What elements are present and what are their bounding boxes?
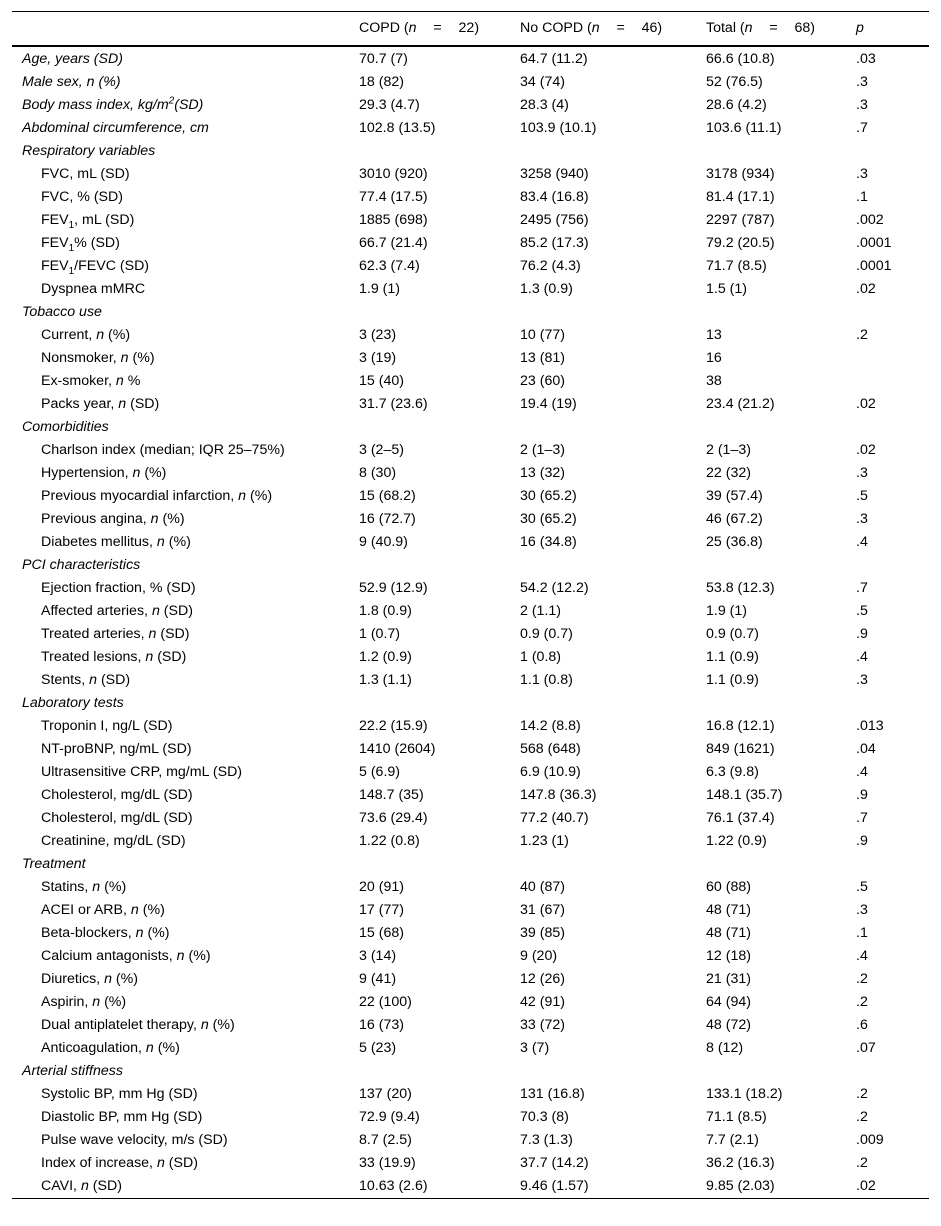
copd-value: 52.9 (12.9) bbox=[359, 580, 428, 596]
table-row bbox=[12, 1175, 929, 1199]
p-value: .009 bbox=[856, 1132, 884, 1148]
table-row bbox=[12, 508, 929, 531]
copd-value: 77.4 (17.5) bbox=[359, 189, 428, 205]
row-label: Body mass index, $kg/m^2(SD)$ bbox=[22, 95, 204, 113]
total-value: 3178 (934) bbox=[706, 166, 775, 182]
p-value: .0001 bbox=[856, 235, 892, 251]
p-value: .3 bbox=[856, 74, 868, 90]
table-row bbox=[12, 439, 929, 462]
row-label: Troponin I, ng/L (SD) bbox=[41, 718, 173, 734]
no-copd-value: 30 (65.2) bbox=[520, 511, 577, 527]
table-row bbox=[12, 324, 929, 347]
no-copd-value: 12 (26) bbox=[520, 971, 565, 987]
row-label: Anticoagulation, n (%) bbox=[41, 1040, 180, 1056]
total-value: 1.1 (0.9) bbox=[706, 672, 759, 688]
copd-value: 17 (77) bbox=[359, 902, 404, 918]
table-row bbox=[12, 623, 929, 646]
total-value: 9.85 (2.03) bbox=[706, 1178, 775, 1194]
no-copd-value: 13 (32) bbox=[520, 465, 565, 481]
total-value: 25 (36.8) bbox=[706, 534, 763, 550]
section-title: Arterial stiffness bbox=[22, 1063, 123, 1079]
table-row bbox=[12, 669, 929, 692]
copd-value: 9 (40.9) bbox=[359, 534, 408, 550]
p-value: .4 bbox=[856, 764, 868, 780]
total-value: 81.4 (17.1) bbox=[706, 189, 775, 205]
p-value: .3 bbox=[856, 511, 868, 527]
total-value: 7.7 (2.1) bbox=[706, 1132, 759, 1148]
total-value: 16 bbox=[706, 350, 722, 366]
total-value: 28.6 (4.2) bbox=[706, 97, 767, 113]
section-header-row bbox=[12, 416, 929, 439]
section-header-row bbox=[12, 301, 929, 324]
copd-value: 1.9 (1) bbox=[359, 281, 401, 297]
table-row bbox=[12, 209, 929, 232]
row-label: Charlson index (median; IQR 25–75%) bbox=[41, 442, 285, 458]
no-copd-value: 6.9 (10.9) bbox=[520, 764, 581, 780]
p-value: .2 bbox=[856, 327, 868, 343]
section-title: Laboratory tests bbox=[22, 695, 124, 711]
p-value: .5 bbox=[856, 488, 868, 504]
row-label: Ultrasensitive CRP, mg/mL (SD) bbox=[41, 764, 243, 780]
no-copd-value: 2495 (756) bbox=[520, 212, 589, 228]
p-value: .02 bbox=[856, 442, 876, 458]
p-value: .03 bbox=[856, 51, 876, 67]
no-copd-value: 85.2 (17.3) bbox=[520, 235, 589, 251]
no-copd-value: 3258 (940) bbox=[520, 166, 589, 182]
table-row bbox=[12, 485, 929, 508]
copd-value: 3 (19) bbox=[359, 350, 397, 366]
no-copd-value: 83.4 (16.8) bbox=[520, 189, 589, 205]
p-value: .5 bbox=[856, 879, 868, 895]
p-value: .2 bbox=[856, 971, 868, 987]
table-row bbox=[12, 117, 929, 140]
no-copd-value: 9 (20) bbox=[520, 948, 558, 964]
p-value: .013 bbox=[856, 718, 884, 734]
copd-value: 1.22 (0.8) bbox=[359, 833, 420, 849]
row-label: Index of increase, n (SD) bbox=[41, 1155, 198, 1171]
row-label: Previous myocardial infarction, n (%) bbox=[41, 488, 273, 504]
no-copd-value: 28.3 (4) bbox=[520, 97, 569, 113]
row-label: Stents, n (SD) bbox=[41, 672, 131, 688]
section-header-row bbox=[12, 853, 929, 876]
p-value: .2 bbox=[856, 1155, 868, 1171]
total-value: 8 (12) bbox=[706, 1040, 744, 1056]
table-row bbox=[12, 1037, 929, 1060]
total-value: 46 (67.2) bbox=[706, 511, 763, 527]
row-label: Dual antiplatelet therapy, n (%) bbox=[41, 1017, 235, 1033]
table-row bbox=[12, 922, 929, 945]
header-total: Total (n = 68) bbox=[706, 20, 816, 36]
total-value: 21 (31) bbox=[706, 971, 751, 987]
total-value: 12 (18) bbox=[706, 948, 751, 964]
no-copd-value: 147.8 (36.3) bbox=[520, 787, 597, 803]
total-value: 13 bbox=[706, 327, 722, 343]
no-copd-value: 23 (60) bbox=[520, 373, 565, 389]
p-value: .02 bbox=[856, 396, 876, 412]
header-copd: COPD (n = 22) bbox=[359, 20, 480, 36]
total-value: 48 (71) bbox=[706, 925, 751, 941]
row-label: CAVI, n (SD) bbox=[41, 1178, 122, 1194]
copd-value: 15 (68.2) bbox=[359, 488, 416, 504]
section-header-row bbox=[12, 1060, 929, 1083]
p-value: .04 bbox=[856, 741, 876, 757]
table-row bbox=[12, 876, 929, 899]
total-value: 6.3 (9.8) bbox=[706, 764, 759, 780]
table-row bbox=[12, 738, 929, 761]
total-value: 48 (72) bbox=[706, 1017, 751, 1033]
copd-value: 1.3 (1.1) bbox=[359, 672, 412, 688]
total-value: 48 (71) bbox=[706, 902, 751, 918]
total-value: 76.1 (37.4) bbox=[706, 810, 775, 826]
table-row bbox=[12, 715, 929, 738]
table-row bbox=[12, 370, 929, 393]
row-label: $FEV_1\%$ (SD) bbox=[41, 235, 120, 254]
total-value: 38 bbox=[706, 373, 722, 389]
row-label: Aspirin, n (%) bbox=[41, 994, 127, 1010]
total-value: 23.4 (21.2) bbox=[706, 396, 775, 412]
copd-value: 33 (19.9) bbox=[359, 1155, 416, 1171]
total-value: 849 (1621) bbox=[706, 741, 775, 757]
p-value: .6 bbox=[856, 1017, 868, 1033]
copd-value: 70.7 (7) bbox=[359, 51, 408, 67]
total-value: 103.6 (11.1) bbox=[706, 120, 782, 136]
total-value: 0.9 (0.7) bbox=[706, 626, 759, 642]
table-row bbox=[12, 991, 929, 1014]
table-row bbox=[12, 1106, 929, 1129]
no-copd-value: 2 (1.1) bbox=[520, 603, 562, 619]
row-label: Previous angina, n (%) bbox=[41, 511, 185, 527]
section-title: Tobacco use bbox=[22, 304, 102, 320]
p-value: .7 bbox=[856, 580, 868, 596]
copd-value: 8.7 (2.5) bbox=[359, 1132, 412, 1148]
row-label: Diastolic BP, mm Hg (SD) bbox=[41, 1109, 203, 1125]
table-row bbox=[12, 94, 929, 117]
p-value: .3 bbox=[856, 465, 868, 481]
row-label: Calcium antagonists, n (%) bbox=[41, 948, 211, 964]
table-row bbox=[12, 577, 929, 600]
total-value: 22 (32) bbox=[706, 465, 751, 481]
p-value: .9 bbox=[856, 787, 868, 803]
row-label: Beta-blockers, n (%) bbox=[41, 925, 170, 941]
row-label: FVC, mL (SD) bbox=[41, 166, 130, 182]
p-value: .1 bbox=[856, 925, 868, 941]
table-row bbox=[12, 1129, 929, 1152]
copd-value: 73.6 (29.4) bbox=[359, 810, 428, 826]
row-label: Diabetes mellitus, n (%) bbox=[41, 534, 191, 550]
total-value: 66.6 (10.8) bbox=[706, 51, 775, 67]
no-copd-value: 7.3 (1.3) bbox=[520, 1132, 573, 1148]
total-value: 148.1 (35.7) bbox=[706, 787, 783, 803]
no-copd-value: 42 (91) bbox=[520, 994, 565, 1010]
copd-value: 3 (23) bbox=[359, 327, 397, 343]
p-value: .02 bbox=[856, 1178, 876, 1194]
table-row bbox=[12, 1014, 929, 1037]
table-row bbox=[12, 1152, 929, 1175]
no-copd-value: 0.9 (0.7) bbox=[520, 626, 573, 642]
copd-value: 148.7 (35) bbox=[359, 787, 424, 803]
p-value: .5 bbox=[856, 603, 868, 619]
copd-value: 15 (68) bbox=[359, 925, 404, 941]
no-copd-value: 70.3 (8) bbox=[520, 1109, 569, 1125]
row-label: Age, years (SD) bbox=[22, 51, 123, 67]
total-value: 60 (88) bbox=[706, 879, 751, 895]
copd-value: 1410 (2604) bbox=[359, 741, 436, 757]
table-row bbox=[12, 347, 929, 370]
row-label: Treated arteries, n (SD) bbox=[41, 626, 190, 642]
row-label: $FEV_1$, mL (SD) bbox=[41, 212, 135, 231]
row-label: Ex-smoker, n % bbox=[41, 373, 141, 389]
p-value: .07 bbox=[856, 1040, 876, 1056]
table-row bbox=[12, 807, 929, 830]
table-row bbox=[12, 278, 929, 301]
total-value: 71.1 (8.5) bbox=[706, 1109, 767, 1125]
copd-value: 29.3 (4.7) bbox=[359, 97, 420, 113]
total-value: 39 (57.4) bbox=[706, 488, 763, 504]
copd-value: 66.7 (21.4) bbox=[359, 235, 428, 251]
row-label: FVC, % (SD) bbox=[41, 189, 123, 205]
copd-value: 3 (2–5) bbox=[359, 442, 404, 458]
table-row bbox=[12, 393, 929, 416]
no-copd-value: 9.46 (1.57) bbox=[520, 1178, 589, 1194]
copd-value: 62.3 (7.4) bbox=[359, 258, 420, 274]
no-copd-value: 39 (85) bbox=[520, 925, 565, 941]
no-copd-value: 13 (81) bbox=[520, 350, 565, 366]
copd-value: 18 (82) bbox=[359, 74, 404, 90]
no-copd-value: 14.2 (8.8) bbox=[520, 718, 581, 734]
no-copd-value: 30 (65.2) bbox=[520, 488, 577, 504]
copd-value: 9 (41) bbox=[359, 971, 397, 987]
total-value: 1.9 (1) bbox=[706, 603, 748, 619]
no-copd-value: 54.2 (12.2) bbox=[520, 580, 589, 596]
copd-value: 102.8 (13.5) bbox=[359, 120, 436, 136]
table-row bbox=[12, 186, 929, 209]
section-title: Comorbidities bbox=[22, 419, 109, 435]
copd-value: 16 (72.7) bbox=[359, 511, 416, 527]
copd-value: 72.9 (9.4) bbox=[359, 1109, 420, 1125]
p-value: .3 bbox=[856, 97, 868, 113]
copd-value: 31.7 (23.6) bbox=[359, 396, 428, 412]
row-label: $FEV_1$/FEVC (SD) bbox=[41, 258, 150, 277]
section-header-row bbox=[12, 554, 929, 577]
table-row bbox=[12, 945, 929, 968]
copd-value: 15 (40) bbox=[359, 373, 404, 389]
row-label: Pulse wave velocity, m/s (SD) bbox=[41, 1132, 228, 1148]
p-value: .3 bbox=[856, 672, 868, 688]
row-label: NT-proBNP, ng/mL (SD) bbox=[41, 741, 192, 757]
total-value: 36.2 (16.3) bbox=[706, 1155, 775, 1171]
copd-value: 22 (100) bbox=[359, 994, 412, 1010]
row-label: Nonsmoker, n (%) bbox=[41, 350, 155, 366]
total-value: 53.8 (12.3) bbox=[706, 580, 775, 596]
p-value: .002 bbox=[856, 212, 884, 228]
no-copd-value: 10 (77) bbox=[520, 327, 565, 343]
no-copd-value: 1 (0.8) bbox=[520, 649, 562, 665]
no-copd-value: 1.3 (0.9) bbox=[520, 281, 573, 297]
row-label: ACEI or ARB, n (%) bbox=[41, 902, 165, 918]
no-copd-value: 2 (1–3) bbox=[520, 442, 565, 458]
no-copd-value: 34 (74) bbox=[520, 74, 565, 90]
row-label: Current, n (%) bbox=[41, 327, 131, 343]
total-value: 64 (94) bbox=[706, 994, 751, 1010]
copd-value: 22.2 (15.9) bbox=[359, 718, 428, 734]
no-copd-value: 568 (648) bbox=[520, 741, 581, 757]
p-value: .1 bbox=[856, 189, 868, 205]
table-row bbox=[12, 462, 929, 485]
header-no-copd: No COPD (n = 46) bbox=[520, 20, 663, 36]
no-copd-value: 3 (7) bbox=[520, 1040, 550, 1056]
no-copd-value: 103.9 (10.1) bbox=[520, 120, 597, 136]
section-header-row bbox=[12, 140, 929, 163]
table-header-row bbox=[12, 11, 929, 47]
row-label: Ejection fraction, % (SD) bbox=[41, 580, 196, 596]
copd-value: 5 (6.9) bbox=[359, 764, 401, 780]
copd-value: 8 (30) bbox=[359, 465, 397, 481]
table-row bbox=[12, 232, 929, 255]
copd-value: 1.8 (0.9) bbox=[359, 603, 412, 619]
total-value: 2297 (787) bbox=[706, 212, 775, 228]
copd-value: 1.2 (0.9) bbox=[359, 649, 412, 665]
copd-value: 3010 (920) bbox=[359, 166, 428, 182]
no-copd-value: 1.23 (1) bbox=[520, 833, 569, 849]
p-value: .9 bbox=[856, 833, 868, 849]
no-copd-value: 31 (67) bbox=[520, 902, 565, 918]
copd-value: 1885 (698) bbox=[359, 212, 428, 228]
row-label: Diuretics, n (%) bbox=[41, 971, 138, 987]
copd-value: 10.63 (2.6) bbox=[359, 1178, 428, 1194]
table-row bbox=[12, 761, 929, 784]
p-value: .2 bbox=[856, 1109, 868, 1125]
section-title: Treatment bbox=[22, 856, 86, 872]
section-title: PCI characteristics bbox=[22, 557, 141, 573]
total-value: 2 (1–3) bbox=[706, 442, 751, 458]
total-value: 1.1 (0.9) bbox=[706, 649, 759, 665]
p-value: .4 bbox=[856, 948, 868, 964]
section-title: Respiratory variables bbox=[22, 143, 156, 159]
p-value: .0001 bbox=[856, 258, 892, 274]
row-label: Systolic BP, mm Hg (SD) bbox=[41, 1086, 198, 1102]
row-label: Hypertension, n (%) bbox=[41, 465, 167, 481]
table-row bbox=[12, 968, 929, 991]
table-row bbox=[12, 71, 929, 94]
no-copd-value: 64.7 (11.2) bbox=[520, 51, 588, 67]
header-p-value: p bbox=[856, 20, 864, 36]
total-value: 133.1 (18.2) bbox=[706, 1086, 783, 1102]
row-label: Male sex, n (%) bbox=[22, 74, 121, 90]
p-value: .4 bbox=[856, 534, 868, 550]
p-value: .02 bbox=[856, 281, 876, 297]
p-value: .2 bbox=[856, 994, 868, 1010]
p-value: .3 bbox=[856, 902, 868, 918]
table-row bbox=[12, 646, 929, 669]
section-header-row bbox=[12, 692, 929, 715]
total-value: 52 (76.5) bbox=[706, 74, 763, 90]
table-row bbox=[12, 830, 929, 853]
p-value: .7 bbox=[856, 810, 868, 826]
copd-value: 20 (91) bbox=[359, 879, 404, 895]
p-value: .3 bbox=[856, 166, 868, 182]
no-copd-value: 77.2 (40.7) bbox=[520, 810, 589, 826]
p-value: .7 bbox=[856, 120, 868, 136]
total-value: 16.8 (12.1) bbox=[706, 718, 775, 734]
no-copd-value: 1.1 (0.8) bbox=[520, 672, 573, 688]
table-row bbox=[12, 784, 929, 807]
row-label: Statins, n (%) bbox=[41, 879, 127, 895]
row-label: Packs year, n (SD) bbox=[41, 396, 160, 412]
p-value: .2 bbox=[856, 1086, 868, 1102]
total-value: 71.7 (8.5) bbox=[706, 258, 767, 274]
copd-value: 16 (73) bbox=[359, 1017, 404, 1033]
row-label: Affected arteries, n (SD) bbox=[41, 603, 193, 619]
row-label: Dyspnea mMRC bbox=[41, 281, 146, 297]
total-value: 1.22 (0.9) bbox=[706, 833, 767, 849]
row-label: Abdominal circumference, cm bbox=[22, 120, 209, 136]
table-row bbox=[12, 48, 929, 71]
no-copd-value: 76.2 (4.3) bbox=[520, 258, 581, 274]
baseline-characteristics-table bbox=[12, 11, 929, 1199]
p-value: .4 bbox=[856, 649, 868, 665]
no-copd-value: 40 (87) bbox=[520, 879, 565, 895]
table-row bbox=[12, 899, 929, 922]
copd-value: 137 (20) bbox=[359, 1086, 412, 1102]
table-row bbox=[12, 255, 929, 278]
row-label: Treated lesions, n (SD) bbox=[41, 649, 187, 665]
copd-value: 1 (0.7) bbox=[359, 626, 401, 642]
table-row bbox=[12, 600, 929, 623]
row-label: Cholesterol, mg/dL (SD) bbox=[41, 810, 193, 826]
table-row bbox=[12, 163, 929, 186]
p-value: .9 bbox=[856, 626, 868, 642]
no-copd-value: 131 (16.8) bbox=[520, 1086, 585, 1102]
copd-value: 5 (23) bbox=[359, 1040, 397, 1056]
no-copd-value: 19.4 (19) bbox=[520, 396, 577, 412]
total-value: 79.2 (20.5) bbox=[706, 235, 775, 251]
table-body bbox=[12, 48, 929, 1199]
table-row bbox=[12, 1083, 929, 1106]
no-copd-value: 33 (72) bbox=[520, 1017, 565, 1033]
no-copd-value: 16 (34.8) bbox=[520, 534, 577, 550]
copd-value: 3 (14) bbox=[359, 948, 397, 964]
table-row bbox=[12, 531, 929, 554]
row-label: Creatinine, mg/dL (SD) bbox=[41, 833, 186, 849]
no-copd-value: 37.7 (14.2) bbox=[520, 1155, 589, 1171]
total-value: 1.5 (1) bbox=[706, 281, 748, 297]
row-label: Cholesterol, mg/dL (SD) bbox=[41, 787, 193, 803]
